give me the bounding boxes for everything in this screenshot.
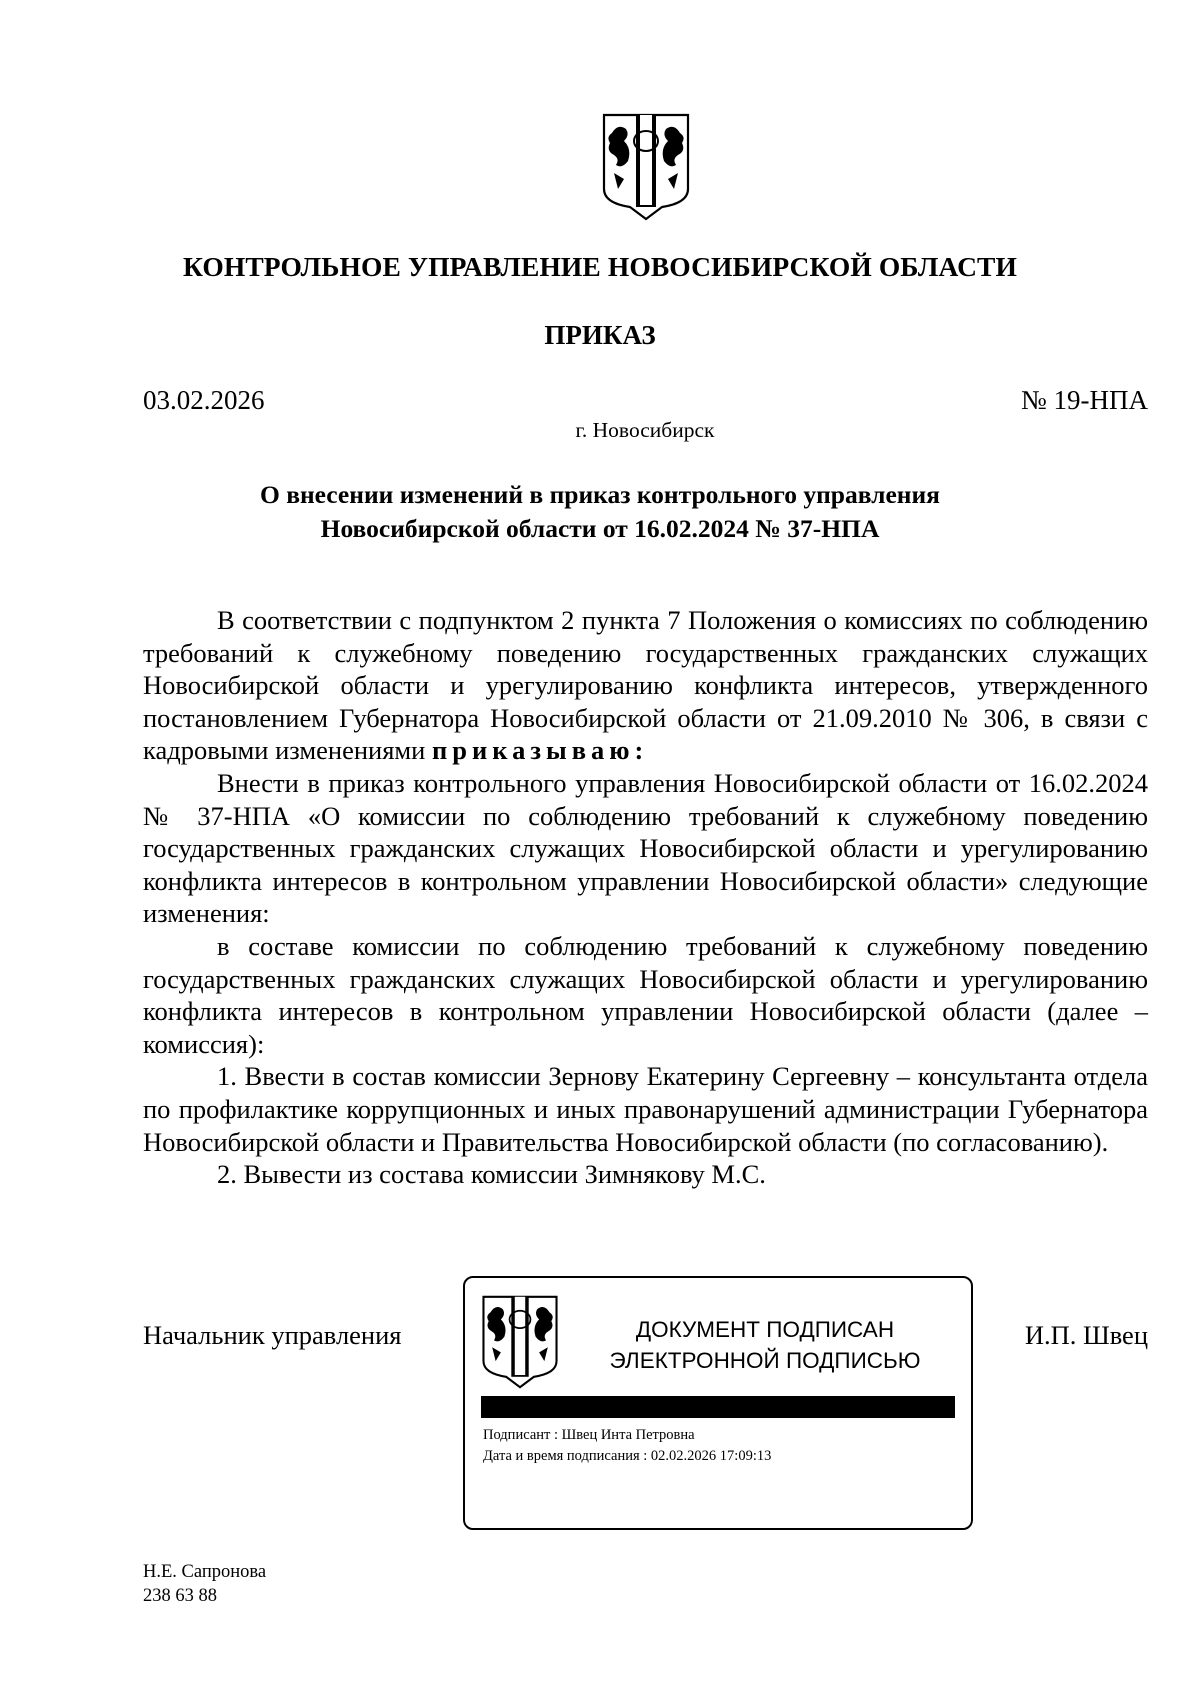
stamp-divider-bar [481,1396,955,1418]
document-date: 03.02.2026 [143,385,265,415]
preamble-text: В соответствии с подпунктом 2 пункта 7 Положения о комиссиях по соблюдению требований к служебному поведению государственных гражданских служащих Новосибирской области и урегулированию конфликта интересов, утвержденного постановлением Губернатора Новосибирской области от 21.09.2010 № 306, в связи с кадровыми изменениями [143,605,1148,766]
document-subject [0,478,1200,546]
document-number: № 19-НПА [1021,385,1148,415]
subject-line-2: Новосибирской области от 16.02.2024 № 37-НПА [320,514,880,543]
body-paragraph-3: в составе комиссии по соблюдению требований к служебному поведению государственных гражданских служащих Новосибирской области и урегулированию конфликта интересов в контрольном управлении Новосибирской области (далее – комиссия): [143,930,1148,1059]
stamp-title-line-1: ДОКУМЕНТ ПОДПИСАН [635,1317,895,1342]
executor-phone: 238 63 88 [143,1586,217,1606]
document-body [143,604,1148,1191]
stamp-signed-at: Дата и время подписания : 02.02.2026 17:09:13 [483,1448,772,1464]
stamp-title [575,1314,955,1376]
stamp-signer: Подписант : Швец Инта Петровна [483,1427,695,1443]
stamp-details [483,1425,771,1467]
stamp-coat-of-arms-icon [480,1292,560,1392]
order-word: приказываю: [432,735,649,766]
document-type: ПРИКАЗ [544,320,656,350]
executor-info [143,1560,266,1608]
signer-name: И.П. Швец [1024,1320,1148,1350]
document-city: г. Новосибирск [575,418,715,442]
electronic-signature-stamp [463,1276,973,1530]
organization-name: КОНТРОЛЬНОЕ УПРАВЛЕНИЕ НОВОСИБИРСКОЙ ОБЛАСТИ [183,251,1017,282]
body-paragraph-4: 1. Ввести в состав комиссии Зернову Екатерину Сергеевну – консультанта отдела по профилактике коррупционных и иных правонарушений администрации Губернатора Новосибирской области и Правительства Новосибирской области (по согласованию). [143,1061,1148,1157]
body-paragraph-5: 2. Вывести из состава комиссии Зимнякову М.С. [217,1159,766,1190]
subject-line-1: О внесении изменений в приказ контрольного управления [260,480,940,509]
signer-position: Начальник управления [143,1320,402,1350]
body-paragraph-1 [143,604,1148,767]
body-paragraph-2: Внести в приказ контрольного управления Новосибирской области от 16.02.2024 № 37-НПА «О комиссии по соблюдению требований к служебному поведению государственных гражданских служащих Новосибирской области и урегулированию конфликта интересов в контрольном управлении Новосибирской области» следующие изменения: [143,767,1148,929]
coat-of-arms-icon [600,111,692,223]
executor-name: Н.Е. Сапронова [143,1562,267,1582]
stamp-title-line-2: ЭЛЕКТРОННОЙ ПОДПИСЬЮ [609,1348,921,1373]
